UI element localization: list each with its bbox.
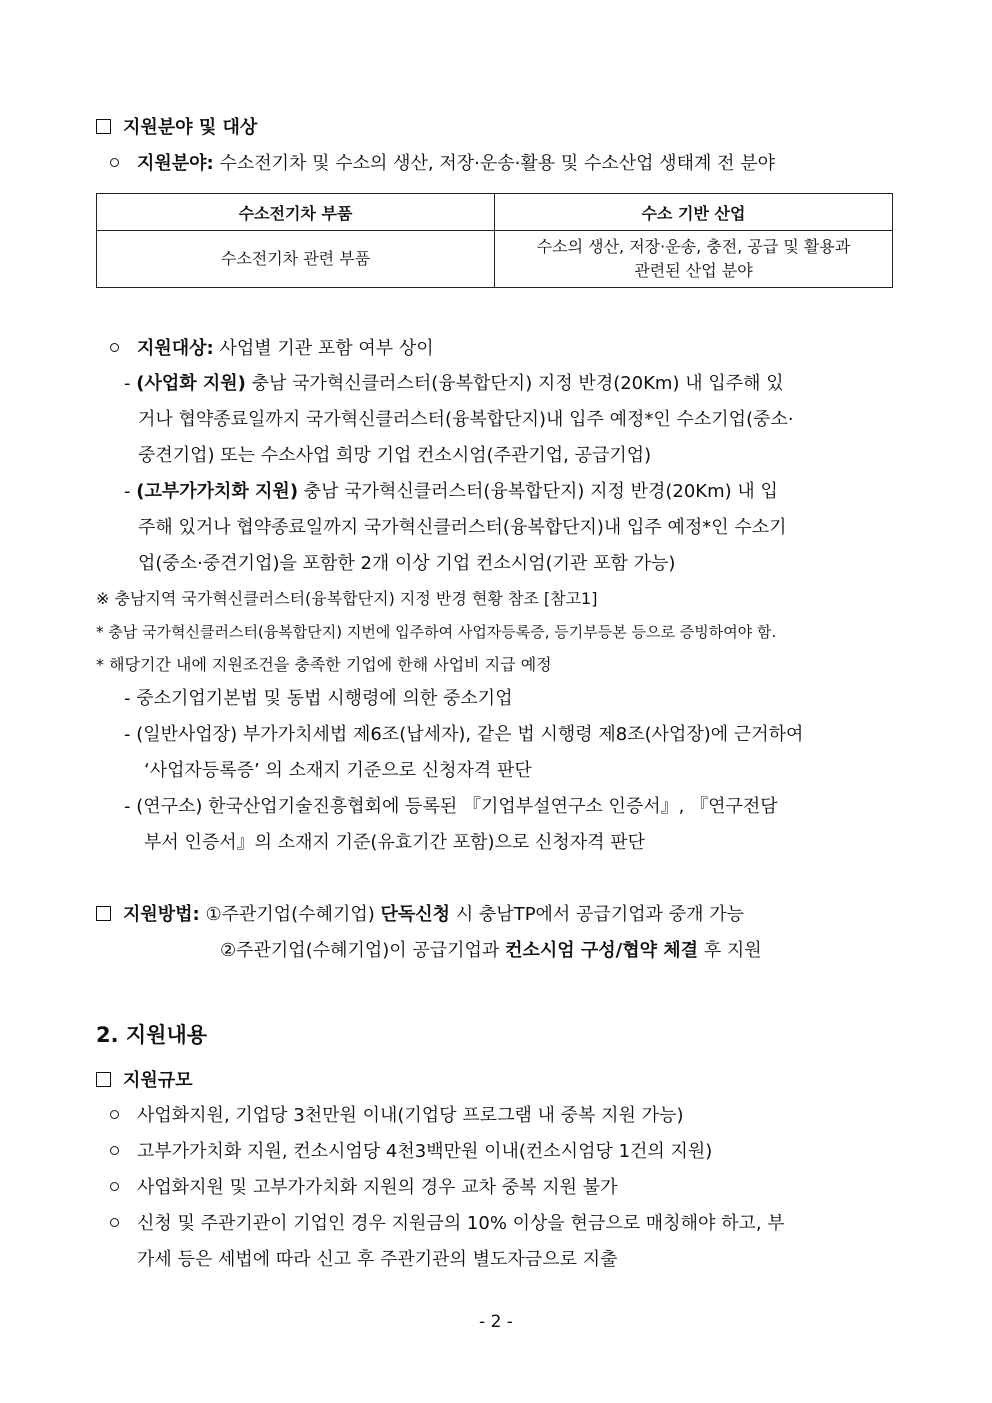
detail-line: - 중소기업기본법 및 동법 시행령에 의한 중소기업 [124,688,513,709]
bullet-circle-icon [110,343,119,352]
detail-line: - (일반사업장) 부가가치세법 제6조(납세자), 같은 법 시행령 제8조(사업장)에 근거하여 [124,724,804,745]
biz-support-line: - (사업화 지원) 충남 국가혁신클러스터(융복합단지) 지정 반경(20Km) 내 입주해 있 [124,373,784,394]
table-header: 수소 기반 산업 [495,194,893,231]
detail-line: 부서 인증서』의 소재지 기준(유효기간 포함)으로 신청자격 판단 [144,832,646,853]
section-heading-support-field: 지원분야 및 대상 [96,119,257,137]
bullet-circle-icon [110,1146,119,1155]
bullet-circle-icon [110,158,119,167]
high-value-support-line: 업(중소·중견기업)을 포함한 2개 이상 기업 컨소시엄(기관 포함 가능) [138,553,676,574]
checkbox-square-icon [96,119,111,134]
support-field-table [96,193,893,288]
table-header: 수소전기차 부품 [97,194,495,231]
support-method-line: ②주관기업(수혜기업)이 공급기업과 컨소시엄 구성/협약 체결 후 지원 [220,940,762,961]
detail-line: - (연구소) 한국산업기술진흥협회에 등록된 『기업부설연구소 인증서』, 『연구전담 [124,796,778,817]
checkbox-square-icon [96,1072,111,1087]
checkbox-square-icon [96,906,111,921]
biz-support-line: 중견기업) 또는 수소사업 희망 기업 컨소시엄(주관기업, 공급기업) [138,445,652,466]
scale-item: 사업화지원, 기업당 3천만원 이내(기업당 프로그램 내 중복 지원 가능) [110,1107,683,1125]
scale-item: 신청 및 주관기관이 기업인 경우 지원금의 10% 이상을 현금으로 매칭해야 하고, 부 [110,1215,785,1233]
section-heading-support-scale: 지원규모 [96,1072,193,1090]
footnote: * 해당기간 내에 지원조건을 충족한 기업에 한해 사업비 지급 예정 [96,655,552,674]
scale-item: 사업화지원 및 고부가가치화 지원의 경우 교차 중복 지원 불가 [110,1179,617,1197]
support-target-line: 지원대상: 사업별 기관 포함 여부 상이 [110,340,434,358]
page-number: - 2 - [479,1312,513,1332]
bullet-circle-icon [110,1218,119,1227]
support-field-line: 지원분야: 수소전기차 및 수소의 생산, 저장·운송·활용 및 수소산업 생태계 전 분야 [110,155,775,173]
biz-support-line: 거나 협약종료일까지 국가혁신클러스터(융복합단지)내 입주 예정*인 수소기업(중소· [138,409,794,430]
section-title: 2. 지원내용 [96,1023,208,1047]
footnote: * 충남 국가혁신클러스터(융복합단지) 지번에 입주하여 사업자등록증, 등기부등본 등으로 증빙하여야 함. [96,623,777,641]
detail-line: ‘사업자등록증’ 의 소재지 기준으로 신청자격 판단 [144,760,532,781]
scale-item: 고부가가치화 지원, 컨소시엄당 4천3백만원 이내(컨소시엄당 1건의 지원) [110,1143,712,1161]
support-method-line: 지원방법: ①주관기업(수혜기업) 단독신청 시 충남TP에서 공급기업과 중개 가능 [96,906,744,924]
high-value-support-line: - (고부가가치화 지원) 충남 국가혁신클러스터(융복합단지) 지정 반경(20Km) 내 입 [124,481,778,502]
reference-note: ※ 충남지역 국가혁신클러스터(융복합단지) 지정 반경 현황 참조 [참고1] [96,589,598,608]
table-cell: 수소의 생산, 저장·운송, 충전, 공급 및 활용과 관련된 산업 분야 [495,231,893,288]
table-cell: 수소전기차 관련 부품 [97,231,495,288]
bullet-circle-icon [110,1182,119,1191]
bullet-circle-icon [110,1110,119,1119]
high-value-support-line: 주해 있거나 협약종료일까지 국가혁신클러스터(융복합단지)내 입주 예정*인 수소기 [138,517,787,538]
scale-item: 가세 등은 세법에 따라 신고 후 주관기관의 별도자금으로 지출 [137,1249,618,1270]
